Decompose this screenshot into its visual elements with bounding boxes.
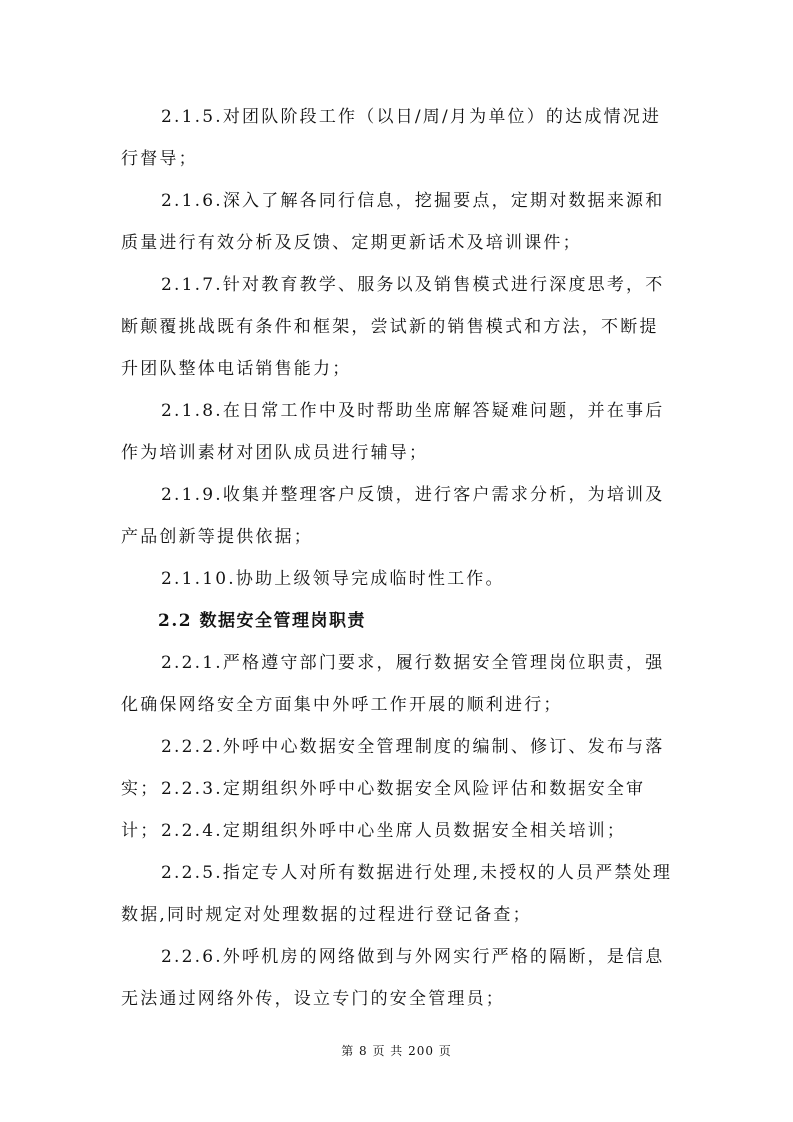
paragraph-2-1-9: 2.1.9.收集并整理客户反馈，进行客户需求分析，为培训及产品创新等提供依据； xyxy=(121,485,665,547)
paragraph-2-2-4: 2.2.4.定期组织外呼中心坐席人员数据安全相关培训； xyxy=(161,821,627,841)
paragraph-2-2-3: 2.2.3.定期组织外呼中心数据安全风险评估和数据安全审计； xyxy=(121,779,646,841)
paragraph-2-1-6: 2.1.6.深入了解各同行信息，挖掘要点，定期对数据来源和质量进行有效分析及反馈、定期更新话术及培训课件； xyxy=(121,191,665,253)
paragraph-2-1-7: 2.1.7.针对教育教学、服务以及销售模式进行深度思考，不断颠覆挑战既有条件和框架，尝试新的销售模式和方法，不断提升团队整体电话销售能力； xyxy=(121,275,665,379)
paragraph-2-1-5: 2.1.5.对团队阶段工作（以日/周/月为单位）的达成情况进行督导； xyxy=(121,107,662,169)
paragraph-2-1-8: 2.1.8.在日常工作中及时帮助坐席解答疑难问题，并在事后作为培训素材对团队成员进行辅导； xyxy=(121,401,665,463)
section-heading: 2.2 数据安全管理岗职责 xyxy=(158,611,366,631)
paragraph-2-2-5: 2.2.5.指定专人对所有数据进行处理,未授权的人员严禁处理数据,同时规定对处理数据的过程进行登记备查； xyxy=(121,863,673,925)
page-footer: 第 8 页 共 200 页 xyxy=(341,1044,452,1058)
paragraph-2-1-10: 2.1.10.协助上级领导完成临时性工作。 xyxy=(161,569,505,589)
paragraph-2-2-2: 2.2.2.外呼中心数据安全管理制度的编制、修订、发布与落实； xyxy=(121,737,665,799)
paragraph-2-2-6: 2.2.6.外呼机房的网络做到与外网实行严格的隔断，是信息无法通过网络外传，设立专门的安全管理员； xyxy=(121,947,665,1009)
paragraph-2-2-1: 2.2.1.严格遵守部门要求，履行数据安全管理岗位职责，强化确保网络安全方面集中外呼工作开展的顺利进行； xyxy=(121,653,665,715)
